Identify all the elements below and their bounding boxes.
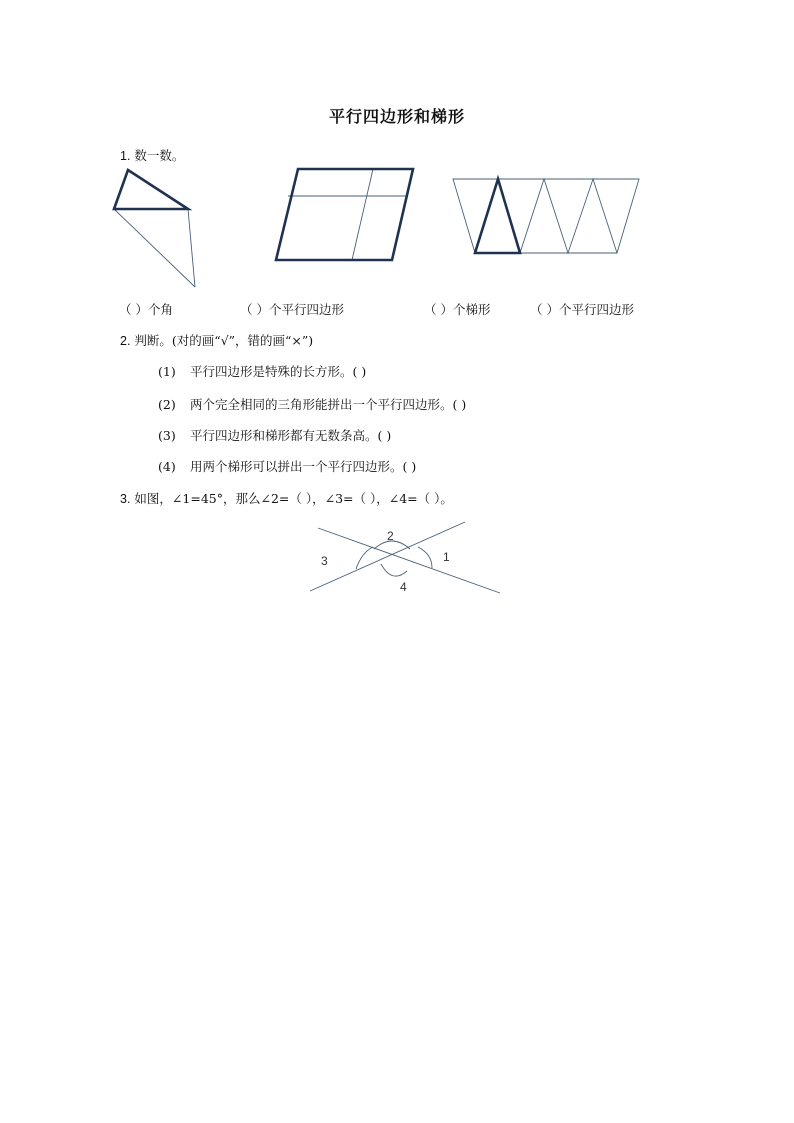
answer-parallelogram: （ ）个平行四边形 — [240, 302, 344, 317]
figure-trapezoid-inner-line — [498, 179, 520, 253]
answer-trapezoid: （ ）个梯形 — [424, 302, 491, 317]
judge-item-2-index: (2) — [158, 397, 176, 412]
angle-label-1: 1 — [443, 550, 450, 564]
question-2-number: 2. — [120, 334, 131, 348]
question-3-text: 如图，∠1=45°，那么∠2=（ ），∠3=（ ），∠4=（ ）。 — [134, 491, 453, 506]
judge-item-3-text: 平行四边形和梯形都有无数条高。( ) — [189, 428, 392, 443]
line-a — [318, 528, 500, 593]
question-3-number: 3. — [120, 492, 131, 506]
figure-angles-triangle — [114, 170, 188, 209]
figure-trapezoid-outline — [453, 179, 639, 253]
figure-parallelogram-outline — [276, 169, 413, 260]
judge-item-4-text: 用两个梯形可以拼出一个平行四边形。( ) — [189, 459, 417, 474]
answer-parallelogram-2: （ ）个平行四边形 — [530, 302, 634, 317]
question-1-number: 1. — [120, 149, 131, 163]
question-1-text: 数一数。 — [134, 148, 185, 163]
judge-item-3-index: (3) — [158, 428, 176, 443]
figure-angles-ray-1 — [114, 209, 195, 287]
figure-trapezoid-zigzag — [520, 179, 617, 253]
angle-label-3: 3 — [321, 554, 328, 568]
judge-item-1-index: (1) — [158, 364, 176, 379]
figure-trapezoid-bold-triangle — [475, 179, 520, 253]
judge-item-1-text: 平行四边形是特殊的长方形。( ) — [189, 364, 367, 379]
judge-item-3 — [158, 426, 391, 444]
angle-3-arc — [356, 547, 373, 569]
judge-item-4-index: (4) — [158, 459, 176, 474]
judge-item-2-text: 两个完全相同的三角形能拼出一个平行四边形。( ) — [189, 397, 467, 412]
angle-1-arc — [418, 547, 432, 568]
angle-4-arc — [381, 564, 407, 576]
figure-angles-ray-2 — [188, 209, 195, 287]
judge-item-4 — [158, 457, 416, 475]
question-3 — [120, 489, 453, 507]
judge-item-2 — [158, 395, 466, 413]
question-2 — [120, 331, 313, 349]
page-title: 平行四边形和梯形 — [328, 107, 465, 126]
question-1 — [120, 146, 184, 164]
question-2-text: 判断。(对的画“√”，错的画“×”) — [134, 333, 314, 348]
answer-angles: （ ）个角 — [119, 302, 173, 317]
angle-2-arc — [374, 541, 410, 549]
angle-label-2: 2 — [387, 529, 394, 543]
figure-parallelogram-slanted-line — [352, 169, 373, 260]
line-b — [310, 522, 465, 591]
angle-label-4: 4 — [400, 580, 407, 594]
judge-item-1 — [158, 362, 366, 380]
